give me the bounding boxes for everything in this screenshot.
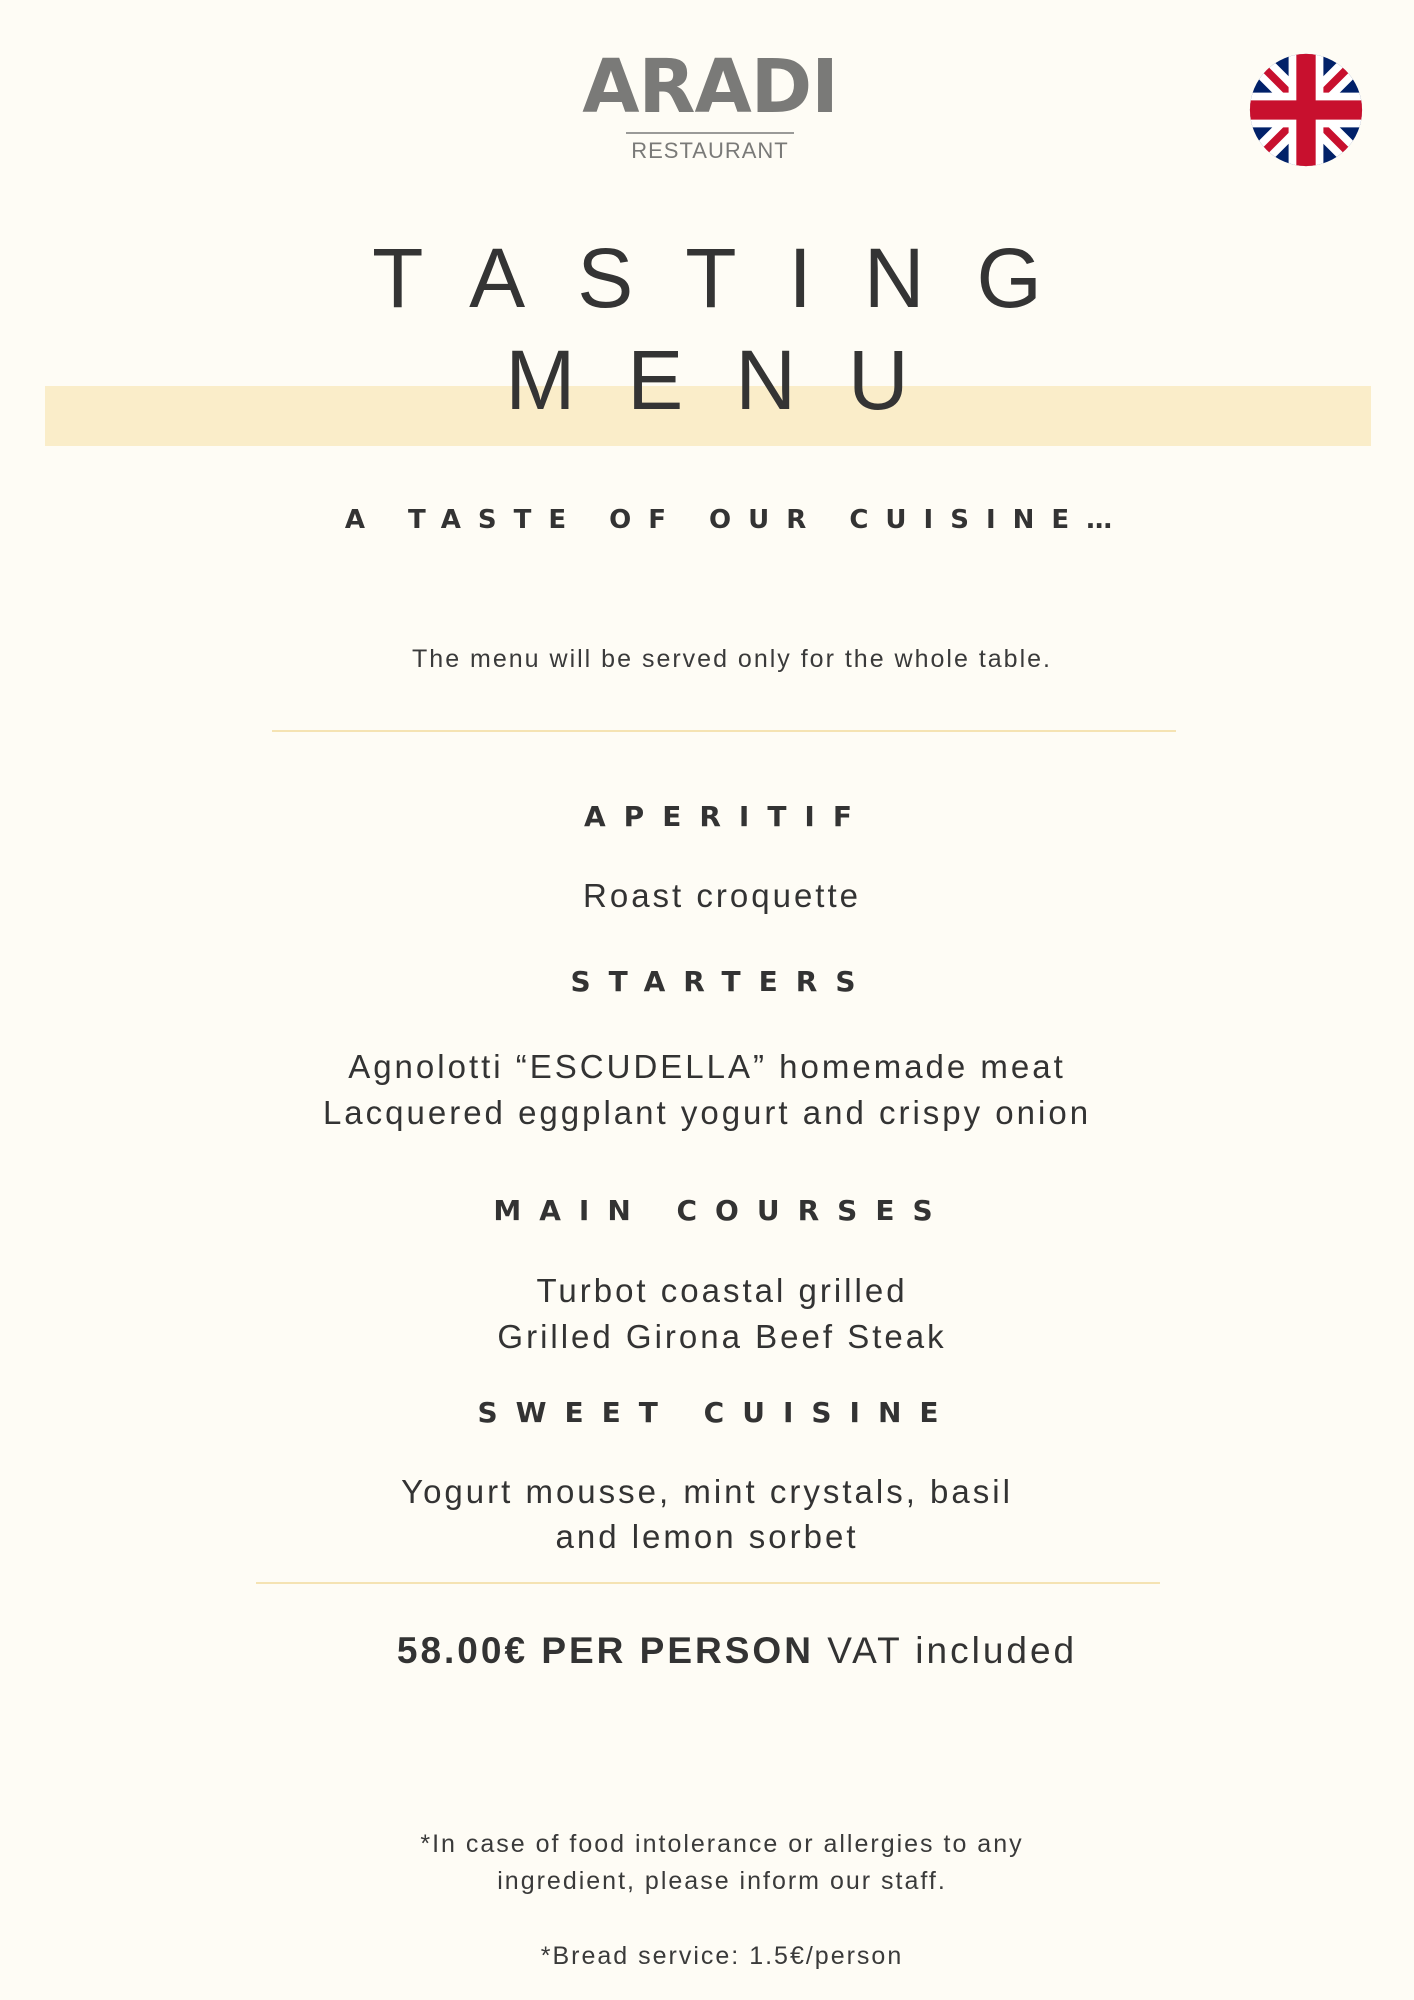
page-title-line-2: MENU — [505, 333, 961, 427]
uk-flag-graphic — [1248, 52, 1364, 168]
page-title-line-1: TASTING — [372, 231, 1094, 325]
menu-item: Lacquered eggplant yogurt and crispy onion — [322, 1094, 1092, 1131]
price-amount: 58.00€ PER PERSON — [396, 1630, 814, 1671]
divider-bottom — [256, 1582, 1160, 1584]
menu-item: Grilled Girona Beef Steak — [497, 1318, 947, 1355]
logo-subtitle: RESTAURANT — [631, 138, 789, 163]
section-heading-aperitif: APERITIF — [584, 800, 870, 833]
section-heading-main-courses: MAIN COURSES — [493, 1194, 951, 1227]
allergy-note-line-2: ingredient, please inform our staff. — [497, 1867, 947, 1895]
menu-item: Agnolotti “ESCUDELLA” homemade meat — [348, 1048, 1066, 1085]
menu-item: Roast croquette — [583, 877, 861, 914]
restaurant-logo — [540, 44, 880, 163]
divider-top — [272, 730, 1176, 732]
section-heading-starters: STARTERS — [570, 965, 874, 998]
uk-flag-icon[interactable] — [1248, 52, 1364, 168]
tagline: A TASTE OF OUR CUISINE… — [344, 505, 1130, 535]
menu-item: and lemon sorbet — [555, 1518, 859, 1555]
bread-service-note: *Bread service: 1.5€/person — [540, 1942, 904, 1970]
allergy-note-line-1: *In case of food intolerance or allergies to any — [420, 1830, 1024, 1858]
menu-item: Turbot coastal grilled — [536, 1272, 908, 1309]
menu-item: Yogurt mousse, mint crystals, basil — [401, 1473, 1013, 1510]
logo-name: ARADI — [582, 44, 838, 130]
logo-divider — [626, 132, 794, 134]
price-vat-note: VAT included — [827, 1630, 1078, 1671]
price-line — [0, 1630, 1414, 1672]
service-note: The menu will be served only for the whole table. — [412, 645, 1052, 673]
section-heading-sweet-cuisine: SWEET CUISINE — [477, 1396, 957, 1429]
